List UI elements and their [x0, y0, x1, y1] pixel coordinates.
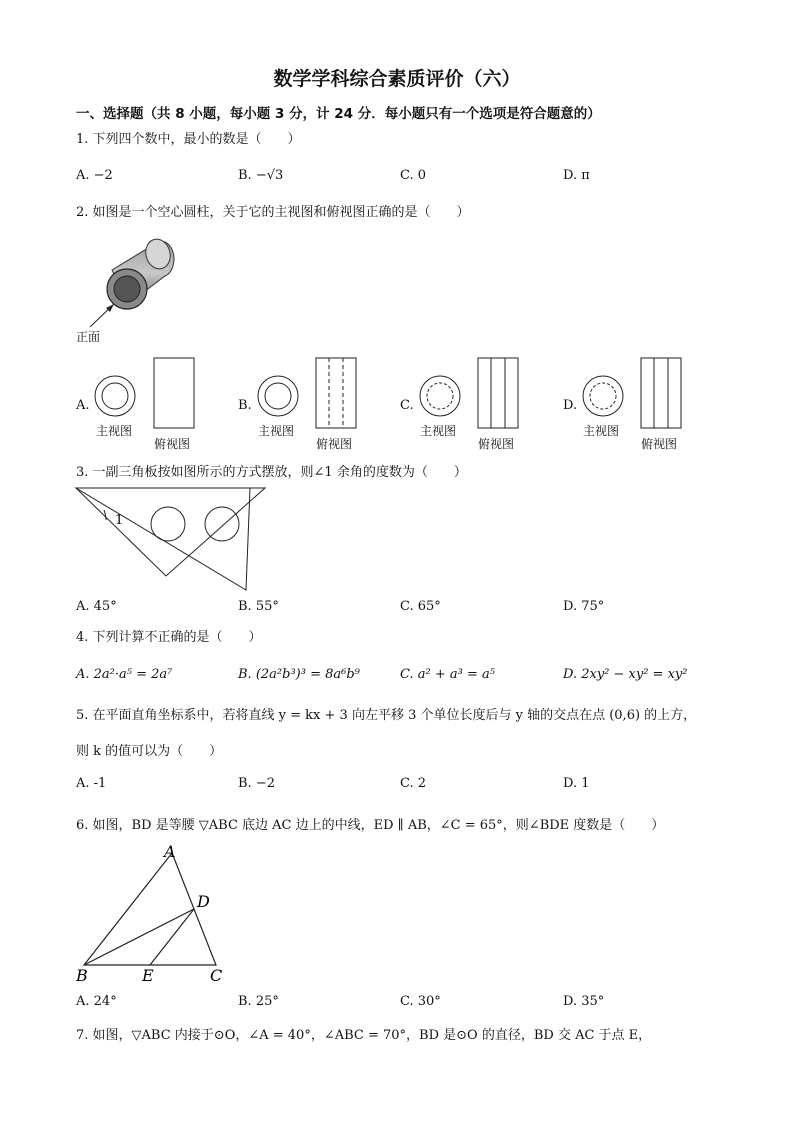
q2-c-main-view-label: 主视图 — [420, 424, 457, 438]
q2-option-b-letter: B. — [238, 398, 252, 413]
q5-option-d: D. 1 — [563, 776, 590, 791]
hollow-cylinder-figure — [70, 232, 190, 342]
q2-option-d-letter: D. — [563, 398, 578, 413]
q2-d-top-view-label: 俯视图 — [641, 437, 678, 451]
q5-option-c: C. 2 — [400, 776, 427, 791]
triangle-rulers-figure — [76, 486, 266, 596]
q5-stem-line2: 则 k 的值可以为（ ） — [76, 744, 223, 759]
point-a-label: A — [164, 842, 176, 861]
q2-stem: 2. 如图是一个空心圆柱，关于它的主视图和俯视图正确的是（ ） — [76, 205, 470, 220]
angle-1-label: 1 — [115, 513, 124, 528]
q6-option-b: B. 25° — [238, 994, 279, 1009]
front-label: 正面 — [76, 330, 101, 344]
page-title: 数学学科综合素质评价（六） — [273, 68, 521, 90]
q3-option-b: B. 55° — [238, 599, 279, 614]
q2-b-main-view-label: 主视图 — [258, 424, 295, 438]
q1-option-c: C. 0 — [400, 168, 427, 183]
point-d-label: D — [197, 892, 210, 911]
q2-a-top-view-label: 俯视图 — [154, 437, 191, 451]
q1-option-d: D. π — [563, 168, 590, 183]
q2-d-main-view-label: 主视图 — [583, 424, 620, 438]
q2-a-main-view-label: 主视图 — [96, 424, 133, 438]
q4-option-c: C. a² + a³ = a⁵ — [400, 667, 495, 682]
q4-option-d: D. 2xy² − xy² = xy² — [563, 667, 688, 682]
q2-option-c-letter: C. — [400, 398, 414, 413]
q2-c-top-view-label: 俯视图 — [478, 437, 515, 451]
q5-option-a: A. -1 — [76, 776, 107, 791]
point-b-label: B — [76, 966, 88, 985]
q3-option-c: C. 65° — [400, 599, 441, 614]
q6-option-d: D. 35° — [563, 994, 605, 1009]
q2-option-a-letter: A. — [76, 398, 90, 413]
q2-b-top-view-label: 俯视图 — [316, 437, 353, 451]
q5-stem: 5. 在平面直角坐标系中，若将直线 y = kx + 3 向左平移 3 个单位长度后与 y 轴的交点在点 (0,6) 的上方， — [76, 708, 697, 723]
q1-option-b: B. −√3 — [238, 168, 284, 183]
q3-option-d: D. 75° — [563, 599, 605, 614]
q7-stem: 7. 如图，▽ABC 内接于⊙O，∠A = 40°，∠ABC = 70°，BD 是⊙O 的直径，BD 交 AC 于点 E， — [76, 1028, 652, 1043]
q1-option-a: A. −2 — [76, 168, 113, 183]
q3-stem: 3. 一副三角板按如图所示的方式摆放，则∠1 余角的度数为（ ） — [76, 465, 467, 480]
q4-option-b: B. (2a²b³)³ = 8a⁶b⁹ — [238, 667, 360, 682]
point-e-label: E — [142, 966, 154, 985]
q6-stem: 6. 如图，BD 是等腰 ▽ABC 底边 AC 边上的中线，ED ∥ AB，∠C = 65°，则∠BDE 度数是（ ） — [76, 818, 665, 833]
q3-option-a: A. 45° — [76, 599, 117, 614]
q6-option-a: A. 24° — [76, 994, 117, 1009]
q6-option-c: C. 30° — [400, 994, 441, 1009]
q5-option-b: B. −2 — [238, 776, 275, 791]
point-c-label: C — [210, 966, 223, 985]
q1-stem: 1. 下列四个数中，最小的数是（ ） — [76, 132, 301, 147]
q4-stem: 4. 下列计算不正确的是（ ） — [76, 630, 262, 645]
triangle-abc-figure — [76, 843, 236, 983]
q4-option-a: A. 2a²·a⁵ = 2a⁷ — [76, 667, 173, 682]
section-heading: 一、选择题（共 8 小题，每小题 3 分，计 24 分．每小题只有一个选项是符合题意的） — [76, 106, 601, 122]
